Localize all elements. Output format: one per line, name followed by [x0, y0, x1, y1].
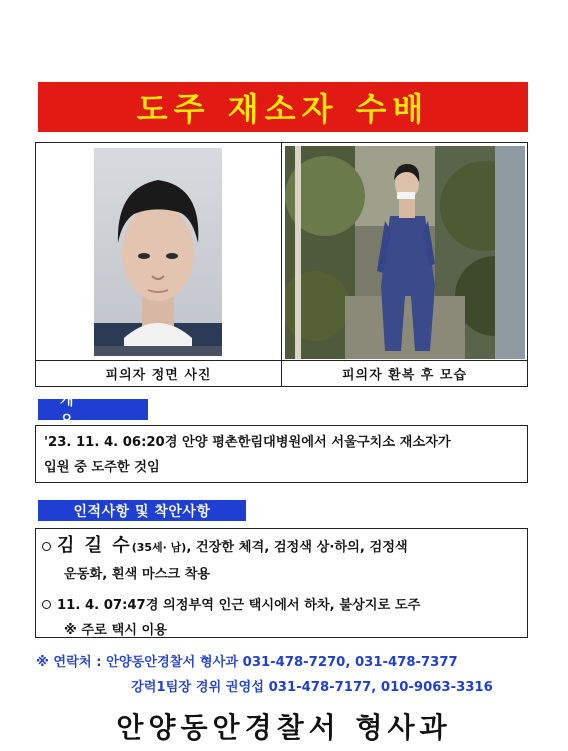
- front-photo: [94, 148, 222, 356]
- overview-line-1: '23. 11. 4. 06:20경 안양 평촌한림대병원에서 서울구치소 재소자가: [44, 435, 451, 450]
- overview-box: [35, 425, 528, 483]
- after-change-photo: [285, 146, 525, 359]
- escape-route: 11. 4. 07:47경 의정부역 인근 택시에서 하차, 불상지로 도주: [57, 598, 421, 613]
- footer-title: 안양동안경찰서 형사과: [116, 711, 452, 744]
- contact-line-1: ※ 연락처 : 안양동안경찰서 형사과 031-478-7270, 031-478-7377: [36, 655, 458, 670]
- front-photo-caption: 피의자 정면 사진: [36, 360, 281, 386]
- identity-item-2-note: ※ 주로 택시 이용: [64, 623, 168, 638]
- identity-box: [35, 528, 528, 638]
- banner-title: 도주 재소자 수배: [136, 90, 430, 128]
- front-photo-area: [36, 143, 281, 361]
- after-photo-cell: [282, 143, 527, 386]
- front-photo-cell: [36, 143, 282, 386]
- overview-line-2: 입원 중 도주한 것임: [44, 460, 160, 475]
- bullet-circle-icon: [42, 600, 51, 609]
- identity-item-1: [42, 532, 519, 562]
- photo-table: [35, 142, 528, 387]
- after-photo-caption: 피의자 환복 후 모습: [282, 360, 527, 386]
- suspect-age-sex: (35세· 남): [131, 541, 187, 554]
- identity-item-2: [42, 593, 519, 618]
- identity-section-label: 인적사항 및 착안사항: [38, 500, 246, 521]
- suspect-description: , 건장한 체격, 검정색 상·하의, 검정색: [186, 540, 408, 555]
- contact-line-2: 강력1팀장 경위 권영섭 031-478-7177, 010-9063-3316: [131, 680, 493, 695]
- wanted-banner: [38, 82, 528, 132]
- overview-section-label: 개 요: [38, 399, 148, 420]
- suspect-name: 김 길 수: [57, 535, 132, 556]
- identity-item-1-cont: 운동화, 흰색 마스크 착용: [64, 567, 211, 582]
- bullet-circle-icon: [42, 542, 51, 551]
- after-photo-area: [282, 143, 527, 361]
